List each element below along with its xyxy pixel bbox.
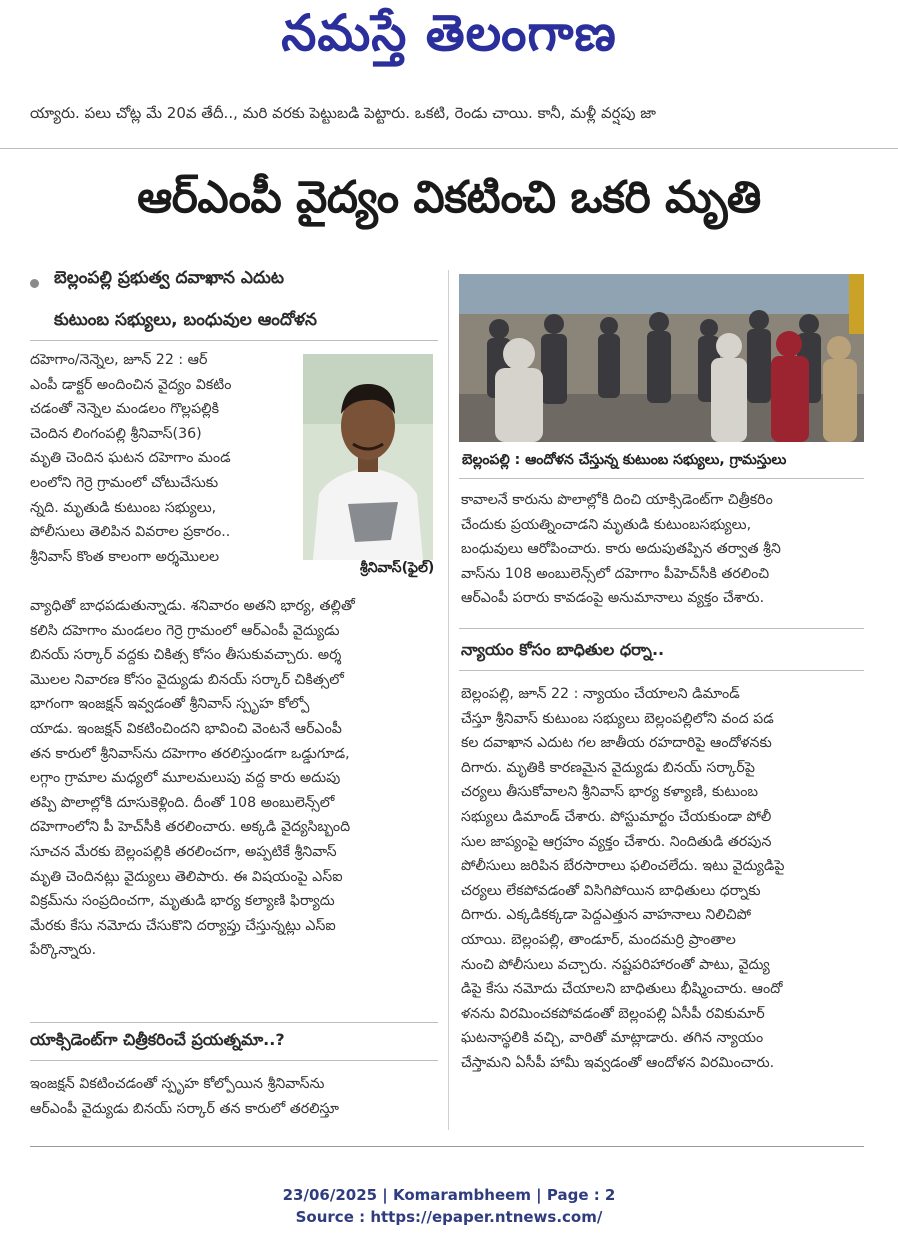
text-line: మృతి చెందినట్లు వైద్యులు తెలిపారు. ఈ విషయంపై ఎస్ఐ: [30, 868, 343, 885]
text-line: వాస్‌ను 108 అంబులెన్స్‌లో దహెగాం పీహెచ్‌సీకి తరలించి: [461, 565, 770, 582]
section2-text: [30, 1072, 438, 1121]
subheading-line2: కుటుంబ సభ్యులు, బంధువుల ఆందోళన: [54, 310, 317, 330]
text-line: సూచన మేరకు బెల్లంపల్లికి తరలించగా, అప్పటికే శ్రీనివాస్: [30, 843, 337, 860]
text-line: దిగారు. మృతికి కారణమైన వైద్యుడు బినయ్ సర్కార్‌పై: [461, 759, 755, 776]
text-line: సుల జాప్యంపై ఆగ్రహం వ్యక్తం చేశారు. నిందితుడి తరపున: [461, 833, 772, 850]
footer-source: Source : https://epaper.ntnews.com/: [295, 1208, 603, 1226]
text-line: కల దవాఖాన ఎదుట గల జాతీయ రహదారిపై ఆందోళనకు: [461, 735, 772, 752]
text-line: పోలీసులు జరిపిన బేరసారాలు ఫలించలేదు. ఇటు వైద్యుడిపై: [461, 858, 785, 875]
text-line: దిగారు. ఎక్కడికక్కడా పెద్దఎత్తున వాహనాలు నిలిచిపో: [461, 907, 752, 924]
text-line: యాయి. బెల్లంపల్లి, తాండూర్, మందమర్రి ప్రాంతాల: [461, 931, 736, 948]
column-divider: [448, 270, 449, 1130]
footer-date-edition: 23/06/2025 | Komarambheem | Page : 2: [282, 1186, 616, 1204]
text-line: భాగంగా ఇంజక్షన్ ఇవ్వడంతో శ్రీనివాస్ స్పృహ కోల్పో: [30, 696, 310, 713]
right-body-text: [461, 682, 865, 1076]
text-line: డిపై కేసు నమోదు చేయాలని బాధితులు భీష్మించారు. ఆందో: [461, 981, 783, 998]
text-line: తన కారులో శ్రీనివాస్‌ను దహెగాం తరలిస్తుండగా ఒడ్డుగూడ,: [30, 745, 350, 762]
text-line: చెందిన లింగంపల్లి శ్రీనివాస్(36): [30, 425, 202, 442]
text-line: బంధువులు ఆరోపించారు. కారు అదుపుతప్పిన తర్వాత శ్రీని: [461, 541, 781, 558]
text-line: ఎంపీ డాక్టర్ అందించిన వైద్యం వికటిం: [30, 376, 232, 393]
text-line: తప్పి పొలాల్లోకి దూసుకెళ్లింది. దీంతో 108 అంబులెన్స్‌లో: [30, 794, 335, 811]
text-line: విక్రమ్‌ను సంప్రదించగా, మృతుడి భార్య కల్యాణి ఫిర్యాదు: [30, 893, 335, 910]
text-line: పోలీసులు తెలిపిన వివరాల ప్రకారం..: [30, 524, 231, 541]
section2-divider-top: [30, 1022, 438, 1023]
teaser-strip: య్యారు. పలు చోట్ల మే 20వ తేదీ.., మరి వరకు పెట్టుబడి పెట్టారు. ఒకటి, రెండు చాయి. కానీ, మళ్లీ వర్షపు జా: [30, 104, 656, 122]
text-line: బెల్లంపల్లి, జూన్ 22 : న్యాయం చేయాలని డిమాండ్: [461, 686, 740, 702]
text-line: మేరకు కేసు నమోదు చేసుకొని దర్యాప్తు చేస్తున్నట్లు ఎస్ఐ: [30, 917, 336, 934]
text-line: దహెగాంలోని పీ హెచ్‌సీకి తరలించారు. అక్కడి వైద్యసిబ్బంది: [30, 819, 351, 836]
text-line: మొలల నివారణ కోసం వైద్యుడు బినయ్ సర్కార్ చికిత్సలో: [30, 671, 344, 688]
bullet-icon: [30, 279, 39, 288]
text-line: చేందుకు ప్రయత్నించాడని మృతుడి కుటుంబసభ్యులు,: [461, 516, 752, 533]
photo-caption: బెల్లంపల్లి : ఆందోళన చేస్తున్న కుటుంబ సభ్యులు, గ్రామస్తులు: [462, 452, 787, 468]
subheading-line1: బెల్లంపల్లి ప్రభుత్వ దవాఖాన ఎదుట: [54, 268, 284, 288]
text-line: బినయ్ సర్కార్ వద్దకు చికిత్స కోసం తీసుకువచ్చారు. అర్శ: [30, 647, 342, 664]
text-line: చర్యలు తీసుకోవాలని శ్రీనివాస్ భార్య కళ్యాణి, కుటుంబ: [461, 784, 759, 801]
crowd-photo-icon: [459, 274, 864, 442]
section3-divider-top: [459, 628, 864, 629]
text-line: ఆర్ఎంపీ వైద్యుడు బినయ్ సర్కార్ తన కారులో తరలిస్తూ: [30, 1100, 339, 1117]
text-line: కావాలనే కారును పొలాల్లోకి దించి యాక్సిడెంట్‌గా చిత్రీకరిం: [461, 492, 773, 508]
person-portrait-icon: [303, 354, 433, 560]
text-line: సభ్యులు డిమాండ్ చేశారు. పోస్టుమార్టం చేయకుండా పోలీ: [461, 808, 772, 825]
right-top-text: [461, 488, 865, 611]
section2-heading: యాక్సిడెంట్‌గా చిత్రీకరించే ప్రయత్నమా..?: [30, 1030, 285, 1049]
text-line: మృతి చెందిన ఘటన దహెగాం మండ: [30, 450, 231, 467]
text-line: న్నది. మృతుడి కుటుంబ సభ్యులు,: [30, 499, 217, 516]
text-line: నుంచి పోలీసులు వచ్చారు. నష్టపరిహారంతో పాటు, వైద్యు: [461, 956, 770, 973]
text-line: లంలోని గెర్రె గ్రామంలో చోటుచేసుకు: [30, 474, 219, 491]
text-line: యాడు. ఇంజక్షన్ వికటించిందని భావించి వెంటనే ఆర్ఎంపీ: [30, 720, 342, 737]
section2-divider-bottom: [30, 1060, 438, 1061]
text-line: చర్యలు లేకపోవడంతో విసిగిపోయిన బాధితులు ధర్నాకు: [461, 882, 761, 899]
text-line: లగ్గాం గ్రామాల మధ్యలో మూలమలుపు వద్ద కారు అదుపు: [30, 770, 341, 787]
section3-divider-bottom: [459, 670, 864, 671]
headline: ఆర్ఎంపీ వైద్యం వికటించి ఒకరి మృతి: [137, 172, 761, 223]
text-line: ళనను విరమించకపోవడంతో బెల్లంపల్లి ఏసీపీ రవికుమార్: [461, 1005, 765, 1022]
masthead-logo: నమస్తే తెలంగాణ: [281, 4, 617, 62]
section3-heading: న్యాయం కోసం బాధితుల ధర్నా..: [461, 640, 665, 659]
bottom-divider: [30, 1146, 864, 1147]
text-line: ఘటనాస్థలికి వచ్చి, వారితో మాట్లాడారు. తగిన న్యాయం: [461, 1030, 764, 1047]
text-line: వ్యాధితో బాధపడుతున్నాడు. శనివారం అతని భార్య, తల్లితో: [30, 598, 355, 614]
text-line: ఇంజక్షన్ వికటించడంతో స్పృహ కోల్పోయిన శ్రీనివాస్‌ను: [30, 1076, 325, 1092]
portrait-photo: [303, 354, 433, 560]
top-divider: [0, 148, 898, 149]
subheading-divider: [30, 340, 438, 341]
text-line: ఆర్ఎంపీ పరారు కావడంపై అనుమానాలు వ్యక్తం చేశారు.: [461, 590, 765, 607]
left-intro-text: [30, 348, 296, 569]
text-line: చడంతో నెన్నెల మండలం గొల్లపల్లికి: [30, 401, 219, 418]
text-line: దహెగాం/నెన్నెల, జూన్ 22 : ఆర్: [30, 352, 208, 368]
photo-caption-divider: [459, 478, 864, 479]
text-line: చేస్తూ శ్రీనివాస్ కుటుంబ సభ్యులు బెల్లంపల్లిలోని వంద పడ: [461, 710, 774, 727]
text-line: చేస్తామని ఏసీపీ హామీ ఇవ్వడంతో ఆందోళన విరమించారు.: [461, 1054, 775, 1071]
left-body-text: [30, 594, 438, 963]
text-line: శ్రీనివాస్ కొంత కాలంగా అర్శమొలల: [30, 548, 220, 565]
text-line: కలిసి దహెగాం మండలం గెర్రె గ్రామంలో ఆర్ఎంపీ వైద్యుడు: [30, 622, 340, 639]
portrait-caption: శ్రీనివాస్(ఫైల్): [360, 560, 435, 576]
protest-photo: [459, 274, 864, 442]
text-line: పేర్కొన్నారు.: [30, 942, 97, 959]
